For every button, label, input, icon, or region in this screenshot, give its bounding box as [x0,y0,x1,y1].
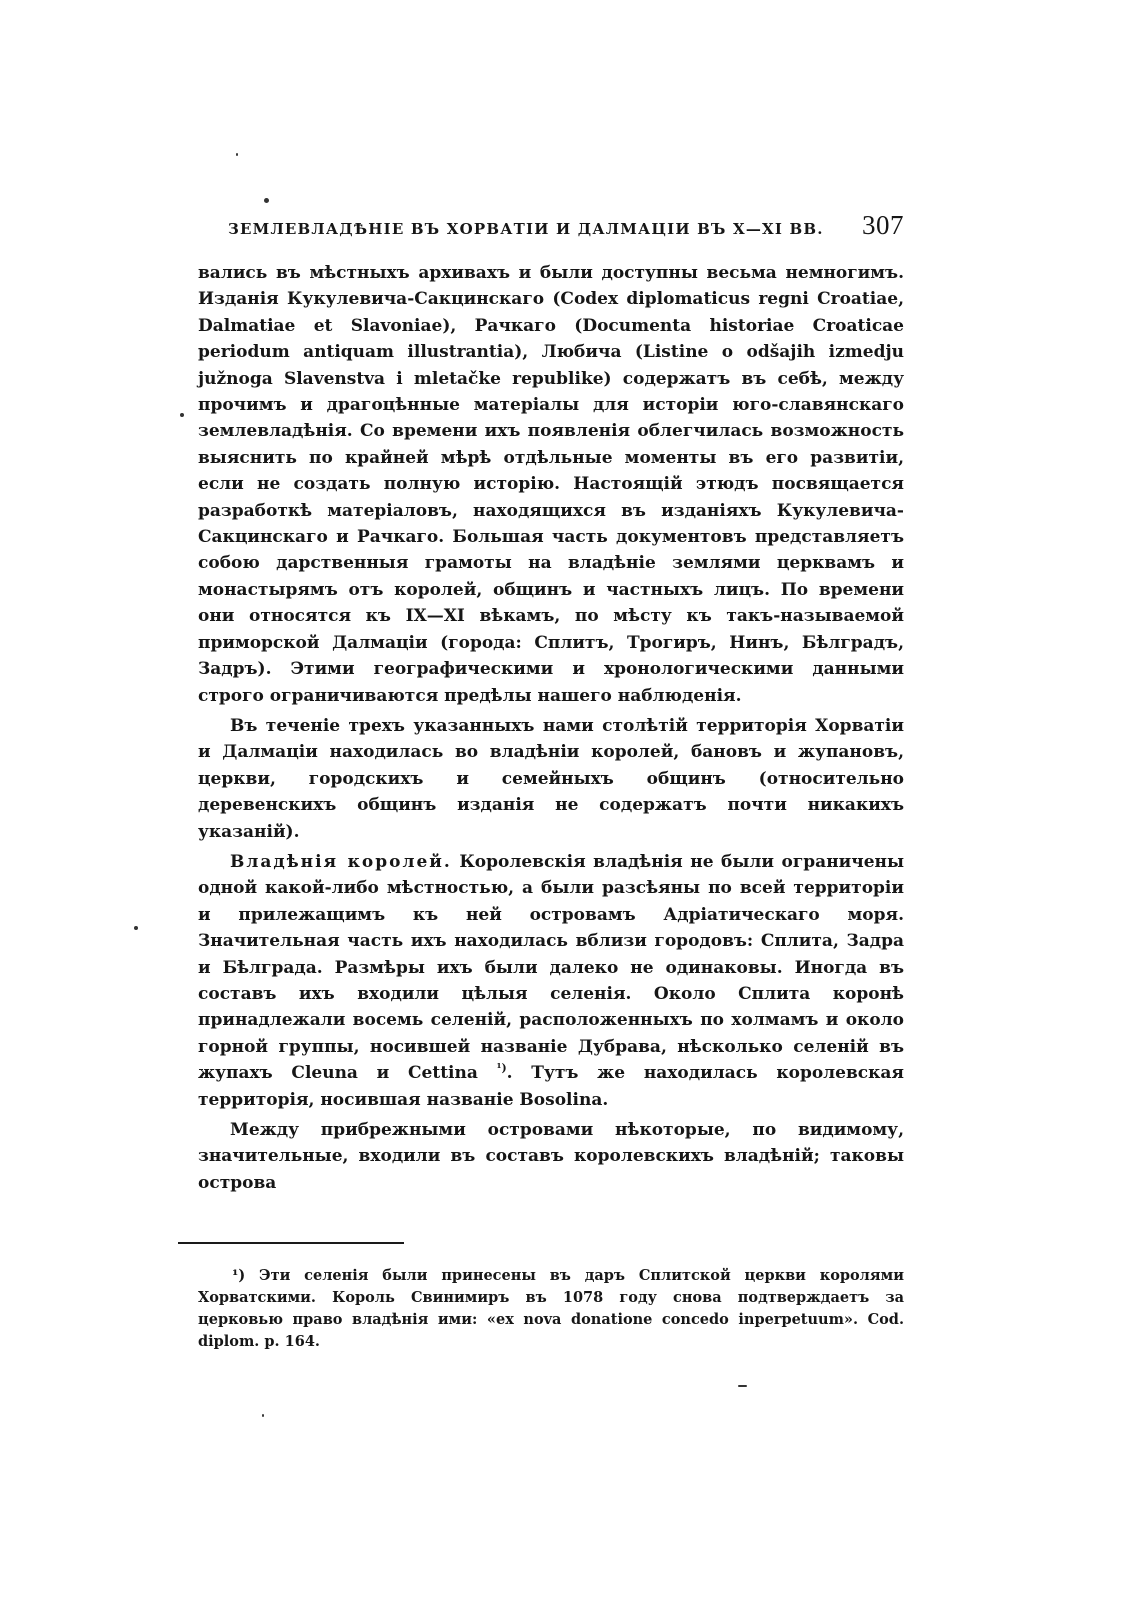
paragraph-3-text: Королевскія владѣнія не были ограничены одной какой-либо мѣстностью, а были разсѣяны по всей территоріи и прилежащимъ къ ней островамъ Адріатическаго моря. Значительная часть ихъ находилась вблизи городовъ: Сплита, Задра и Бѣлграда. Размѣры ихъ были далеко не одинаковы. Иногда въ составъ ихъ входили цѣлыя селенія. Около Сплита коронѣ принадлежали восемь селеній, расположенныхъ по холмамъ и около горной группы, носившей названіе Дубрава, нѣсколько селеній въ жупахъ Cleuna и Cettina [198,851,904,1084]
paragraph-3-tail: . Тутъ же находилась королевская территорія, носившая названіе Bosolina. [198,1063,904,1110]
page-header [228,210,904,241]
paragraph-2: Въ теченіе трехъ указанныхъ нами столѣтій территорія Хорватіи и Далмаціи находилась во владѣніи королей, бановъ и жупановъ, церкви, городскихъ и семейныхъ общинъ (относительно деревенскихъ общинъ изданія не содержатъ почти никакихъ указаній). [198,715,904,842]
running-title: ЗЕМЛЕВЛАДѢНІЕ ВЪ ХОРВАТІИ И ДАЛМАЦІИ ВЪ X—XI ВВ. [228,220,824,238]
page-number: 307 [862,210,904,240]
paragraph-4: Между прибрежными островами нѣкоторые, по видимому, значительные, входили въ составъ королевскихъ владѣній; таковы острова [198,1120,904,1193]
scan-speck [262,1414,264,1417]
paragraph-1: вались въ мѣстныхъ архивахъ и были доступны весьма немногимъ. Изданія Кукулевича-Сакцинскаго (Codex diplomaticus regni Croatiae, Dalmatiae et Slavoniae), Рачкаго (Documenta historiae Croaticae periodum antiquam illustrantia), Любича (Listine o odšajih izmedju južnoga Slavenstva i mletačke republike) содержатъ въ себѣ, между прочимъ и драгоцѣнные матеріалы для исторіи юго-славянскаго землевладѣнія. Со времени ихъ появленія облегчилась возможность выяснить по крайней мѣрѣ отдѣльные моменты въ его развитіи, если не создать полную исторію. Настоящій этюдъ посвящается разработкѣ матеріаловъ, находящихся въ изданіяхъ Кукулевича-Сакцинскаго и Рачкаго. Большая часть документовъ представляетъ собою дарственныя грамоты на владѣніе землями церквамъ и монастырямъ отъ королей, общинъ и частныхъ лицъ. По времени они относятся къ IX—XI вѣкамъ, по мѣсту къ такъ-называемой приморской Далмаціи (города: Сплитъ, Трогиръ, Нинъ, Бѣлградъ, Задръ). Этими географическими и хронологическими данными строго ограничиваются предѣлы нашего наблюденія. [198,263,904,706]
footnote-text: Эти селенія были принесены въ даръ Сплитской церкви королями Хорватскими. Король Свинимиръ въ 1078 году снова подтверждаетъ за церковью право владѣнія ими: «ex nova donatione concedo inperpetuum». Cod. diplom. p. 164. [198,1267,904,1350]
scan-speck [236,153,238,156]
body-text [198,260,904,1196]
paragraph-3 [198,849,904,1113]
scan-speck [180,413,184,417]
scan-speck [738,1385,747,1387]
footnote-divider [178,1242,404,1244]
footnote-marker: ¹) [232,1267,246,1284]
footnote [198,1265,904,1353]
section-lead: Владѣнія королей. [230,851,452,872]
scan-speck [134,926,138,930]
scan-speck [264,198,269,203]
footnote-paragraph [198,1265,904,1353]
footnote-reference[interactable]: ¹) [496,1061,507,1075]
